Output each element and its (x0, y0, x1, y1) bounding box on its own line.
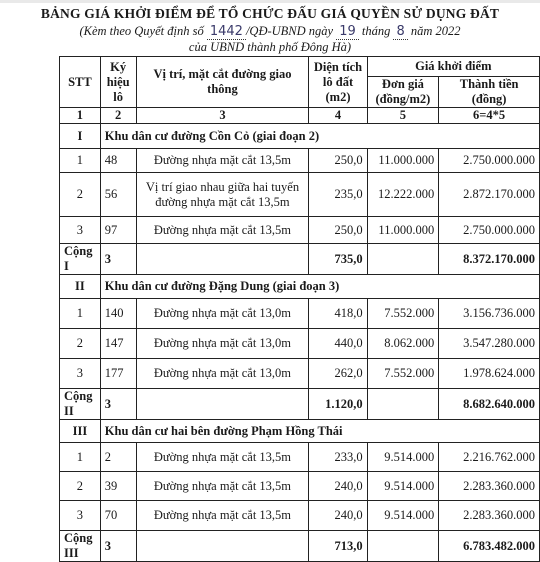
row-stt: 2 (60, 472, 101, 501)
handwritten-month: 8 (393, 24, 407, 40)
total-label: Cộng III (60, 531, 101, 562)
handwritten-day: 19 (336, 24, 359, 40)
document-title: BẢNG GIÁ KHỞI ĐIỂM ĐỂ TỔ CHỨC ĐẤU GIÁ QUYỀN SỬ DỤNG ĐẤT (40, 6, 500, 21)
issuer-line: của UBND thành phố Đông Hà) (188, 40, 352, 54)
table-row (60, 472, 540, 501)
row-unit-price: 9.514.000 (367, 472, 439, 501)
row-stt: 2 (60, 329, 101, 359)
col-number: 1 (60, 108, 101, 124)
handwritten-decision-number: 1442 (207, 24, 246, 40)
total-count: 3 (100, 389, 136, 420)
row-unit-price: 7.552.000 (367, 299, 439, 329)
row-lot: 147 (100, 329, 136, 359)
row-stt: 1 (60, 299, 101, 329)
page-top-edge (0, 0, 540, 3)
row-unit-price: 11.000.000 (367, 149, 439, 173)
row-lot: 2 (100, 443, 136, 472)
decision-prefix: (Kèm theo Quyết định số (79, 24, 204, 38)
row-area: 250,0 (309, 217, 367, 244)
year-text: năm 2022 (410, 24, 461, 38)
total-area: 1.120,0 (309, 389, 367, 420)
row-location: Đường nhựa mặt cắt 13,5m (136, 501, 309, 531)
row-area: 250,0 (309, 149, 367, 173)
total-amount: 6.783.482.000 (439, 531, 540, 562)
row-area: 233,0 (309, 443, 367, 472)
col-number: 6=4*5 (439, 108, 540, 124)
table-row (60, 443, 540, 472)
month-label: tháng (361, 24, 391, 38)
total-amount: 8.372.170.000 (439, 244, 540, 275)
row-amount: 2.750.000.000 (439, 149, 540, 173)
row-amount: 2.872.170.000 (439, 173, 540, 217)
row-stt: 3 (60, 359, 101, 389)
total-count: 3 (100, 244, 136, 275)
decision-reference-line (0, 24, 540, 40)
row-lot: 56 (100, 173, 136, 217)
row-stt: 3 (60, 501, 101, 531)
row-amount: 2.283.360.000 (439, 501, 540, 531)
total-area: 713,0 (309, 531, 367, 562)
total-blank (367, 244, 439, 275)
header-stt: STT (60, 57, 101, 108)
header-ky-hieu: Ký hiệu lô (100, 57, 136, 108)
row-amount: 3.547.280.000 (439, 329, 540, 359)
row-lot: 177 (100, 359, 136, 389)
col-number: 4 (309, 108, 367, 124)
decision-mid: /QĐ-UBND ngày (245, 24, 334, 38)
table-row (60, 329, 540, 359)
row-stt: 1 (60, 149, 101, 173)
row-amount: 2.216.762.000 (439, 443, 540, 472)
header-thanh-tien: Thành tiền (đồng) (439, 77, 540, 108)
row-location: Đường nhựa mặt cắt 13,0m (136, 359, 309, 389)
row-stt: 2 (60, 173, 101, 217)
row-location: Đường nhựa mặt cắt 13,0m (136, 299, 309, 329)
group-stt: III (60, 420, 101, 443)
row-stt: 1 (60, 443, 101, 472)
group-stt: II (60, 275, 101, 299)
group-name: Khu dân cư đường Đặng Dung (giai đoạn 3) (100, 275, 539, 299)
total-area: 735,0 (309, 244, 367, 275)
header-vi-tri: Vị trí, mặt cắt đường giao thông (136, 57, 309, 108)
table-row (60, 173, 540, 217)
row-area: 440,0 (309, 329, 367, 359)
row-lot: 70 (100, 501, 136, 531)
row-lot: 97 (100, 217, 136, 244)
row-location: Đường nhựa mặt cắt 13,0m (136, 329, 309, 359)
table-row (60, 501, 540, 531)
row-stt: 3 (60, 217, 101, 244)
row-amount: 1.978.624.000 (439, 359, 540, 389)
group-name: Khu dân cư hai bên đường Phạm Hồng Thái (100, 420, 539, 443)
total-label: Cộng II (60, 389, 101, 420)
row-location: Đường nhựa mặt cắt 13,5m (136, 217, 309, 244)
row-unit-price: 9.514.000 (367, 501, 439, 531)
total-label: Cộng I (60, 244, 101, 275)
table-row (60, 217, 540, 244)
table-row (60, 299, 540, 329)
table-row (60, 359, 540, 389)
row-area: 240,0 (309, 501, 367, 531)
total-blank (136, 389, 309, 420)
table-row (60, 149, 540, 173)
group-name: Khu dân cư đường Cồn Cỏ (giai đoạn 2) (100, 124, 539, 149)
col-number: 5 (367, 108, 439, 124)
row-location: Vị trí giao nhau giữa hai tuyến đường nhựa mặt cắt 13,5m (136, 173, 309, 217)
col-number: 2 (100, 108, 136, 124)
col-number: 3 (136, 108, 309, 124)
row-lot: 140 (100, 299, 136, 329)
row-unit-price: 12.222.000 (367, 173, 439, 217)
header-gia-khoi-diem: Giá khởi điểm (367, 57, 539, 77)
row-amount: 2.750.000.000 (439, 217, 540, 244)
row-lot: 48 (100, 149, 136, 173)
row-area: 418,0 (309, 299, 367, 329)
total-blank (367, 389, 439, 420)
header-don-gia: Đơn giá (đồng/m2) (367, 77, 439, 108)
price-table (59, 56, 540, 562)
row-amount: 2.283.360.000 (439, 472, 540, 501)
total-blank (136, 244, 309, 275)
row-area: 262,0 (309, 359, 367, 389)
row-lot: 39 (100, 472, 136, 501)
total-count: 3 (100, 531, 136, 562)
row-unit-price: 8.062.000 (367, 329, 439, 359)
row-area: 235,0 (309, 173, 367, 217)
row-area: 240,0 (309, 472, 367, 501)
row-location: Đường nhựa mặt cắt 13,5m (136, 149, 309, 173)
total-blank (136, 531, 309, 562)
total-amount: 8.682.640.000 (439, 389, 540, 420)
row-location: Đường nhựa mặt cắt 13,5m (136, 443, 309, 472)
total-blank (367, 531, 439, 562)
row-unit-price: 7.552.000 (367, 359, 439, 389)
row-amount: 3.156.736.000 (439, 299, 540, 329)
header-dien-tich: Diện tích lô đất (m2) (309, 57, 367, 108)
row-unit-price: 11.000.000 (367, 217, 439, 244)
row-unit-price: 9.514.000 (367, 443, 439, 472)
row-location: Đường nhựa mặt cắt 13,5m (136, 472, 309, 501)
group-stt: I (60, 124, 101, 149)
